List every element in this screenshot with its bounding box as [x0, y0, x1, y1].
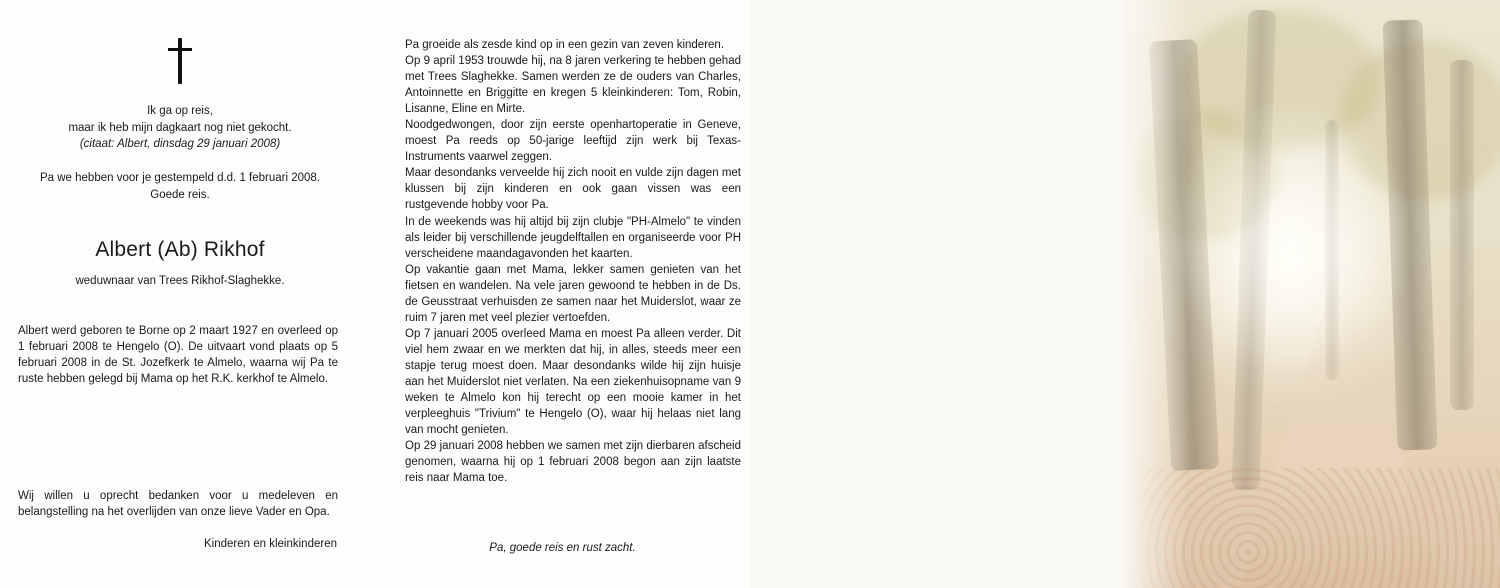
poem-line-1: Ik ga op reis, — [147, 105, 213, 117]
signature: Kinderen en kleinkinderen — [204, 538, 337, 550]
poem-line-2: maar ik heb mijn dagkaart nog niet gekocht. — [68, 121, 292, 134]
story-paragraph: Noodgedwongen, door zijn eerste openhartoperatie in Geneve, moest Pa reeds op 50-jarige leeftijd zijn werk bij Texas-Instruments vaarwel zeggen. — [405, 119, 741, 164]
story-paragraph: In de weekends was hij altijd bij zijn clubje "PH-Almelo" te vinden als leider bij verschillende jeugdelftallen en organiseerde voor PH verscheidene maandagavonden het kaarten. — [405, 215, 741, 260]
right-panel — [750, 0, 1500, 588]
cross-icon — [165, 38, 195, 84]
story-paragraph: Op 9 april 1953 trouwde hij, na 8 jaren verkering te hebben gehad met Trees Slaghekke. Samen werden ze de ouders van Charles, Antoinnette en Briggitte en kregen 5 kleinkinderen: Tom, Robin, Lisanne, Eline en Mirte. — [405, 55, 741, 116]
biography: Albert werd geboren te Borne op 2 maart 1927 en overleed op 1 februari 2008 te Hengelo (O). De uitvaart vond plaats op 5 februari 2008 in de St. Jozefkerk te Almelo, waarna wij Pa te ruste hebben gelegd bij Mama op het R.K. kerkhof te Almelo. — [18, 325, 338, 385]
thanks-message: Wij willen u oprecht bedanken voor u medeleven en belangstelling na het overlijden van onze lieve Vader en Opa. — [18, 490, 338, 518]
stamp-line-1: Pa we hebben voor je gestempeld d.d. 1 februari 2008. — [39, 172, 321, 184]
life-story — [405, 37, 741, 486]
poem-citation: (citaat: Albert, dinsdag 29 januari 2008) — [79, 138, 281, 150]
stamp-line-2: Goede reis. — [150, 188, 210, 201]
poem — [0, 103, 360, 153]
story-paragraph: Op 7 januari 2005 overleed Mama en moest Pa alleen verder. Dit viel hem zwaar en we merkten dat hij, in alles, steeds meer een stapje terug moest doen. Maar desondanks wilde hij zijn huisje aan het Muiderslot niet verlaten. Na een ziekenhuisopname van 9 weken te Almelo kon hij terecht op een mooie kamer in het verpleeghuis "Trivium" te Hengelo (O), waar hij helaas niet lang van mocht genieten. — [405, 327, 741, 437]
autumn-tree-lane-photo — [1120, 0, 1500, 588]
left-panel — [0, 0, 375, 588]
story-paragraph: Op 29 januari 2008 hebben we samen met zijn dierbaren afscheid genomen, waarna hij op 1 februari 2008 begon aan zijn laatste reis naar Mama toe. — [405, 440, 741, 485]
story-paragraph: Pa groeide als zesde kind op in een gezin van zeven kinderen. — [405, 39, 725, 51]
story-paragraph: Maar desondanks verveelde hij zich nooit en vulde zijn dagen met klussen bij zijn kinderen en ook gaan vissen was een rustgevende hobby voor Pa. — [405, 167, 741, 212]
widower-line: weduwnaar van Trees Rikhof-Slaghekke. — [75, 275, 285, 287]
stamp-message — [0, 170, 360, 203]
story-paragraph: Op vakantie gaan met Mama, lekker samen genieten van het fietsen en wandelen. Na vele jaren gewoond te hebben in de Ds. de Geusstraat verhuisden ze samen naar het Muiderslot, waar ze ruim 7 jaren met veel plezier vertoefden. — [405, 263, 741, 324]
deceased-name: Albert (Ab) Rikhof — [95, 238, 265, 261]
farewell-line: Pa, goede reis en rust zacht. — [489, 542, 636, 554]
middle-panel — [375, 0, 750, 588]
